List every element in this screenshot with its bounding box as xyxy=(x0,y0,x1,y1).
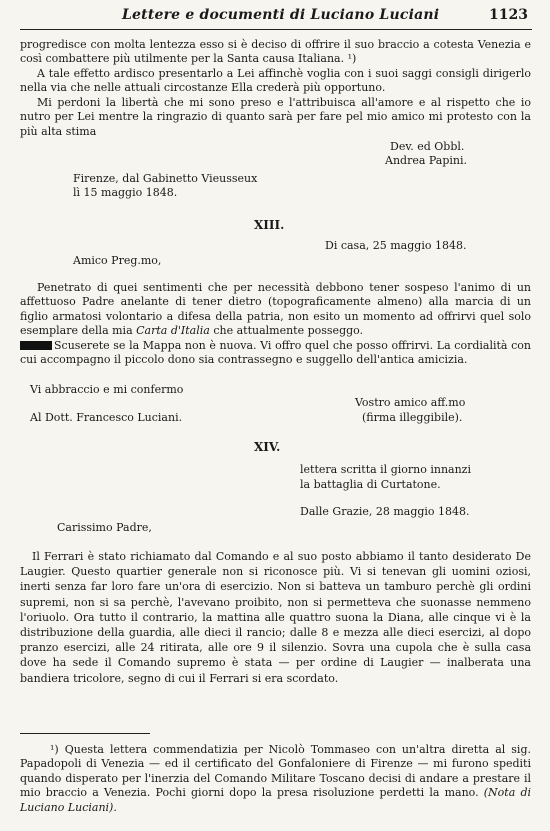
footnote-text: ¹) Questa lettera commendatizia per Nicolò Tommaseo con un'altra diretta al sig. Papadopoli di Venezia — ed il certificato del Gonfaloniere di Firenze — mi furono spediti quando disperato per l'inerzia del Comando Militare Toscano decisi di andare a prestare il mio braccio a Venezia. Pochi giorni dopo la presa risoluzione perdetti la mano. xyxy=(20,743,531,800)
paragraph-presentation: A tale effetto ardisco presentarlo a Lei affinchè voglia con i suoi saggi consigli dirigerlo nella via che nelle attuali circostanze Ella crederà più opportuno. xyxy=(20,67,531,95)
dateline-xiv: Dalle Grazie, 28 maggio 1848. xyxy=(300,505,470,518)
paragraph-apology-map xyxy=(20,339,531,368)
paragraph-map-offer-end: che attualmente posseggo. xyxy=(213,324,364,338)
signature-line-2: Andrea Papini. xyxy=(385,154,468,167)
letter-number-xiv: XIV. xyxy=(254,440,281,454)
addressee-xiii: Al Dott. Francesco Luciani. xyxy=(30,411,183,424)
signature-line-1: Dev. ed Obbl. xyxy=(390,140,465,153)
running-header xyxy=(0,7,550,27)
redaction-mark xyxy=(20,341,52,350)
signature-xiii-line-2: (firma illeggibile). xyxy=(362,411,463,424)
running-title: Lettere e documenti di Luciano Luciani xyxy=(122,7,440,23)
footnote xyxy=(20,743,531,815)
closing-xiii: Vi abbraccio e mi confermo xyxy=(30,383,184,396)
dateline-xiii: Di casa, 25 maggio 1848. xyxy=(325,239,467,252)
paragraph-map-offer xyxy=(20,281,531,339)
context-note-line-1: lettera scritta il giorno innanzi xyxy=(300,463,471,476)
footnote-rule xyxy=(20,733,150,734)
header-rule xyxy=(20,29,532,30)
place-line: Firenze, dal Gabinetto Vieusseux xyxy=(73,172,258,185)
paragraph-continuation: progredisce con molta lentezza esso si è deciso di offrire il suo braccio a cotesta Venezia e così combattere più utilmente per la Santa causa Italiana. ¹) xyxy=(20,38,531,66)
signature-xiii-line-1: Vostro amico aff.mo xyxy=(355,396,466,409)
paragraph-map-offer-text: Penetrato di quei sentimenti che per necessità debbono tener sospeso l'animo di un affettuoso Padre anelante di tener dietro (topograficamente almeno) alla marcia di un figlio armatosi volontario a difesa della patria, non esito un momento ad offrirvi quel solo esemplare della mia xyxy=(20,281,531,338)
paragraph-quartier-generale: Il Ferrari è stato richiamato dal Comando e al suo posto abbiamo il tanto desiderato De Laugier. Questo quartier generale non si riconosce più. Vi si tenevan gli uomini oziosi, inerti senza far loro fare un'ora di esercizio. Non si batteva un tamburo perchè gli ordini supremi, non si sa perchè, l'avevano proibito, non si permetteva che suonasse nemmeno l'oriuolo. Ora tutto il contrario, la mattina alle quattro suona la Diana, alle cinque vi è la distribuzione della guardia, alle dieci il rancio; dalle 8 e mezza alle dieci esercizi, al dopo pranzo esercizi, alle 24 ritirata, alle ore 9 il silenzio. Sovra una cupola che è sulla casa dove ha sede il Comando supremo è stata — per ordine di Laugier — inalberata una bandiera tricolore, segno di cui il Ferrari si era scordato. xyxy=(20,550,531,685)
salutation-xiv: Carissimo Padre, xyxy=(57,521,152,534)
salutation-xiii: Amico Preg.mo, xyxy=(73,254,162,267)
letter-number-xiii: XIII. xyxy=(254,218,285,232)
map-title: Carta d'Italia xyxy=(136,324,210,338)
context-note-line-2: la battaglia di Curtatone. xyxy=(300,478,441,491)
date-line: lì 15 maggio 1848. xyxy=(73,186,178,199)
paragraph-apology: Mi perdoni la libertà che mi sono preso e l'attribuisca all'amore e al rispetto che io nutro per Lei mentre la ringrazio di quanto sarà per fare pel mio amico mi protesto con la più alta stima xyxy=(20,96,531,138)
paragraph-apology-map-text: Scuserete se la Mappa non è nuova. Vi offro quel che posso offrirvi. La cordialità con cui accompagno il piccolo dono sia contrassegno e suggello dell'antica amicizia. xyxy=(20,339,531,367)
footnote-attribution: (Nota di Luciano Luciani). xyxy=(20,786,532,814)
page-number: 1123 xyxy=(489,7,528,23)
